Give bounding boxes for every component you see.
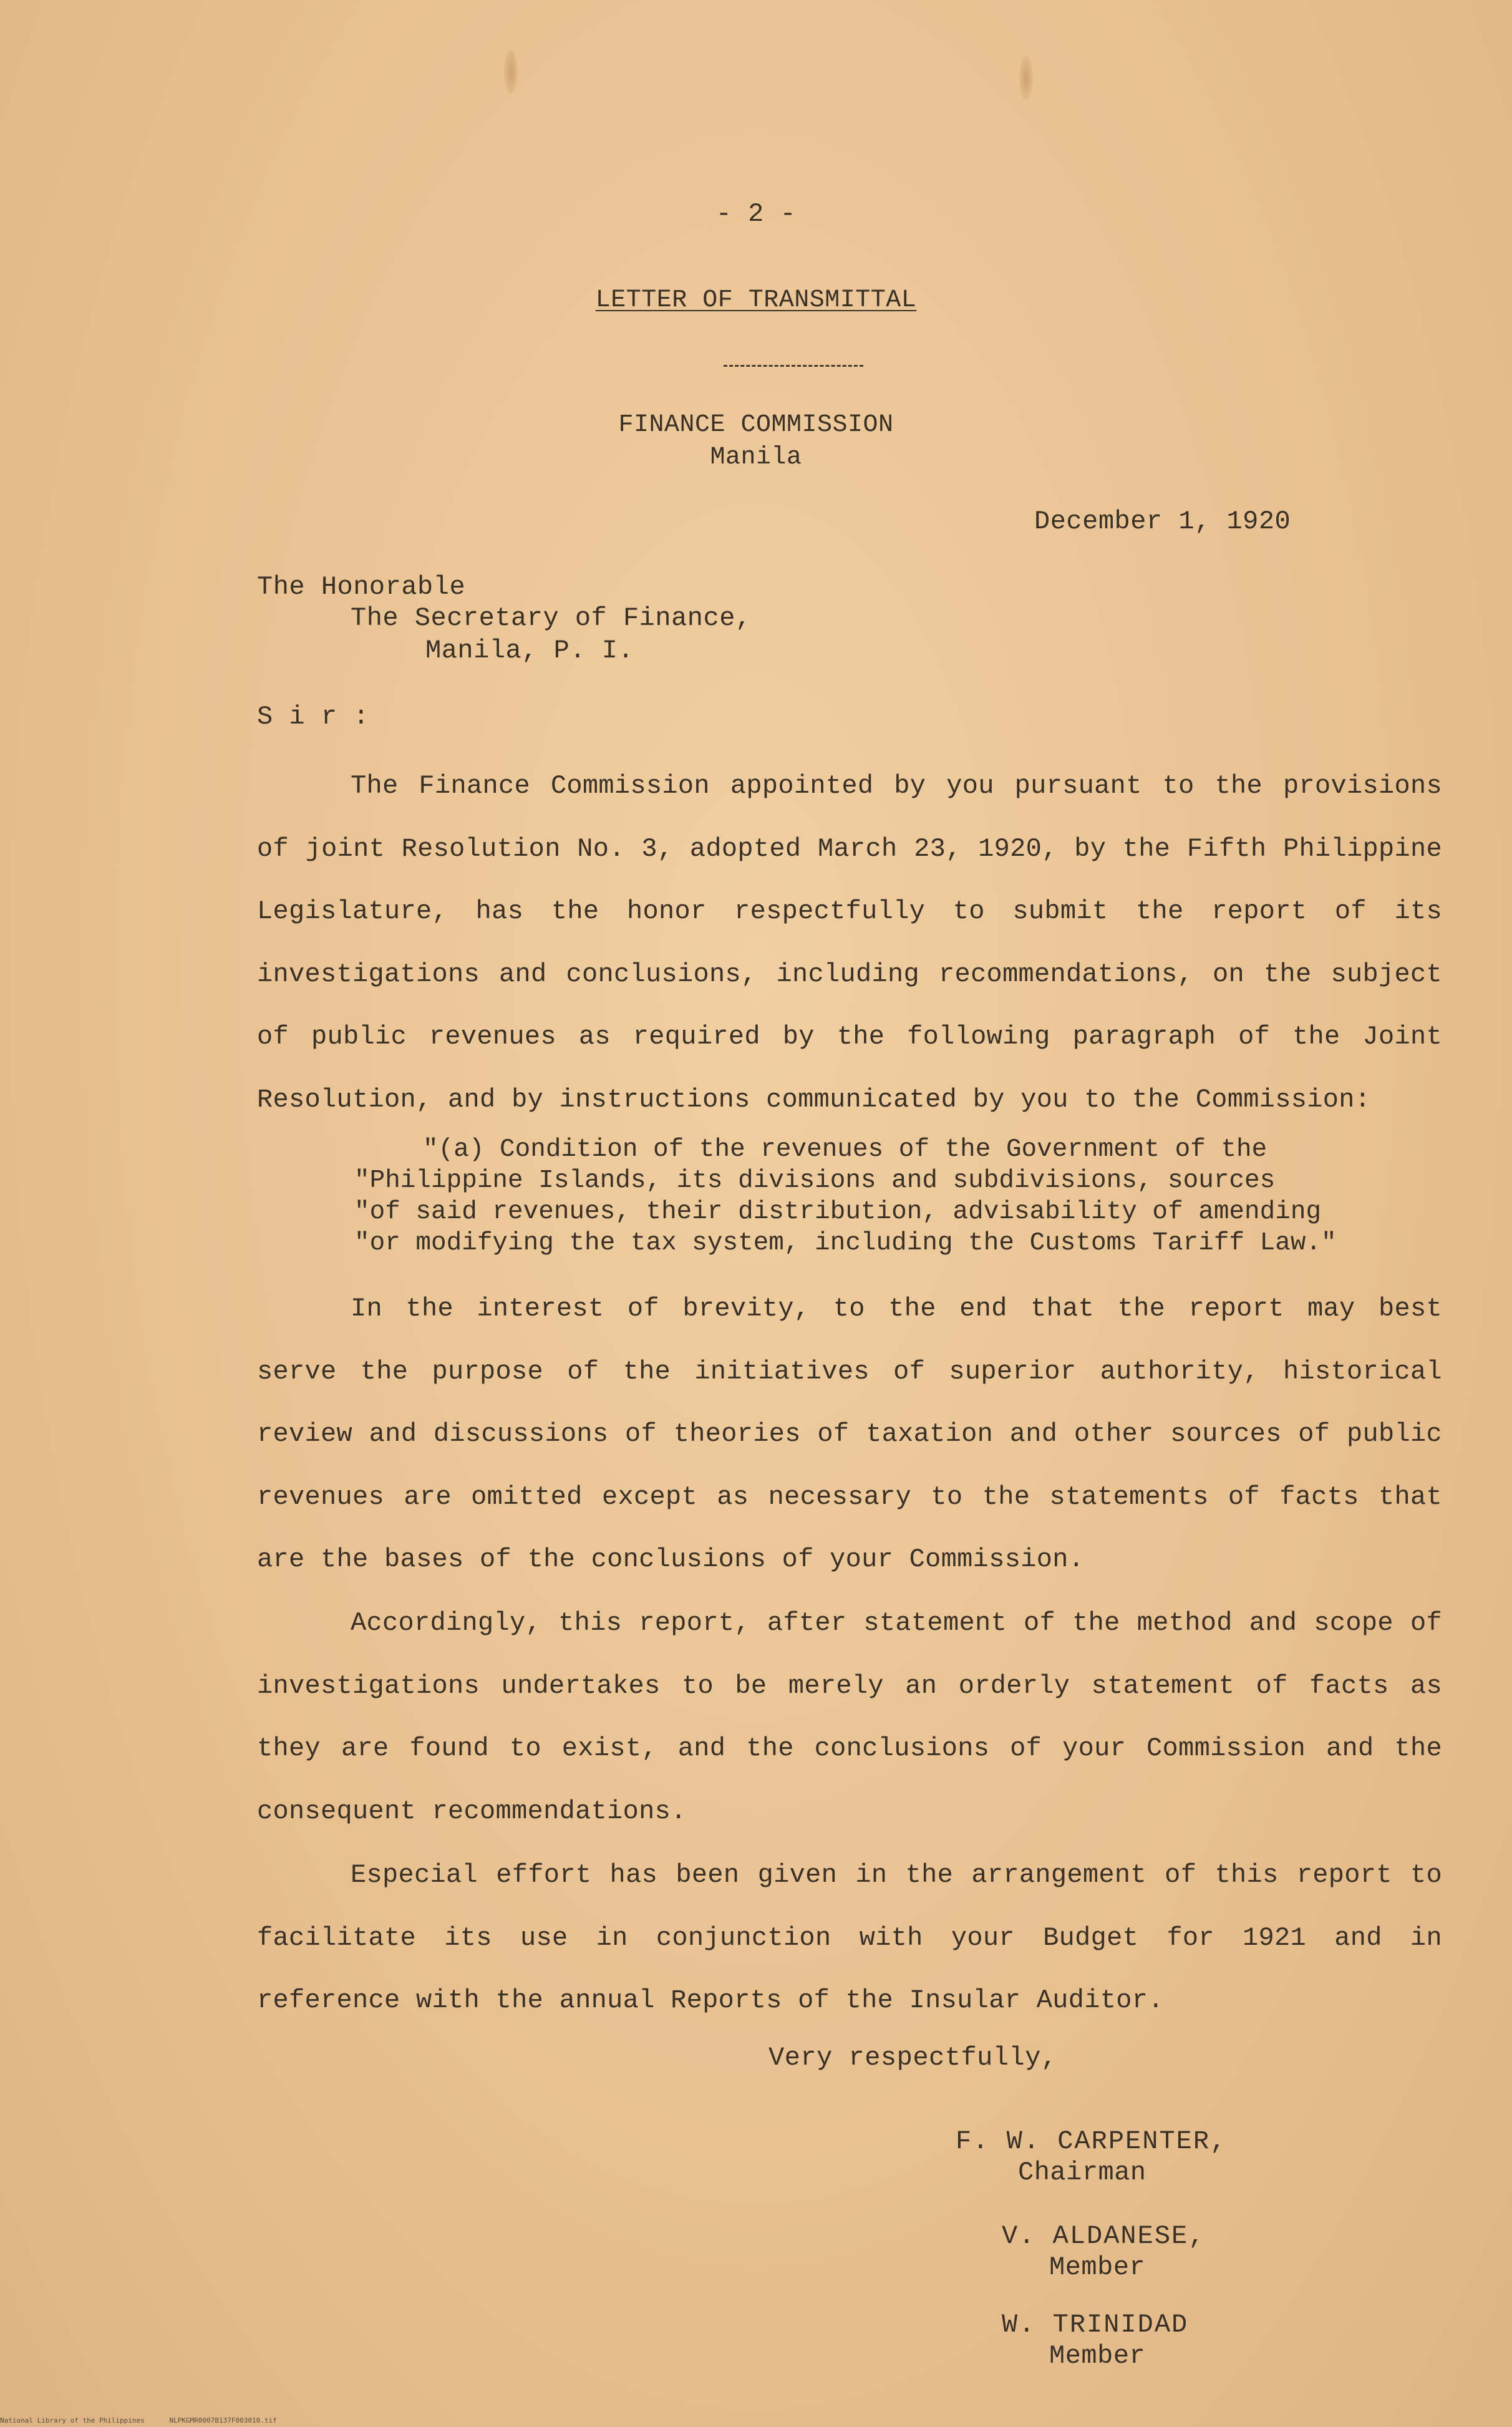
body-paragraph-2: In the interest of brevity, to the end that the report may best serve the purpose of the initiatives of superior authority, historical review and discussions of theories of taxation and other sources of public revenues are omitted except as necessary to the statements of facts that are the bases of the conclusions of your Commission. [257,1294,1442,1574]
body-paragraph-4: Especial effort has been given in the arrangement of this report to facilitate its use in conjunction with your Budget for 1921 and in reference with the annual Reports of the Insular Auditor. [257,1860,1442,2015]
letter-heading: LETTER OF TRANSMITTAL [595,286,917,314]
salutation: S i r : [257,702,369,732]
letter-date: December 1, 1920 [1034,506,1291,536]
signatory-role-member-2: Member [1049,2341,1146,2371]
organization-name: FINANCE COMMISSION [618,411,894,439]
signatory-name-member-1: V. ALDANESE, [1002,2221,1206,2251]
punch-hole-right [1019,56,1033,100]
organization-city: Manila [710,443,802,472]
addressee-line-1: The Honorable [257,572,466,602]
addressee-line-2: The Secretary of Finance, [351,603,752,633]
page-number: - 2 - [715,199,797,229]
punch-hole-left [504,50,518,94]
separator-rule [724,365,863,367]
body-paragraph-1: The Finance Commission appointed by you pursuant to the provisions of joint Resolution No. 3, adopted March 23, 1920, by the Fifth Philippine Legislature, has the honor respectfully to submit the report of its investigations and conclusions, including recommendations, on the subject of public revenues as required by the following paragraph of the Joint Resolution, and by instructions communicated by you to the Commission: [257,771,1442,1115]
closing-phrase: Very respectfully, [768,2043,1057,2073]
signatory-role-chairman: Chairman [1018,2158,1146,2187]
body-paragraph-3: Accordingly, this report, after statement of the method and scope of investigations undertakes to be merely an orderly statement of facts as they are found to exist, and the conclusions of your Commission and the consequent recommendations. [257,1608,1442,1826]
signatory-role-member-1: Member [1049,2252,1146,2282]
archive-footer: National Library of the Philippines NLPKGMR0007B137F003010.tif [0,2416,277,2425]
quoted-resolution: "(a) Condition of the revenues of the Government of the "Philippine Islands, its divisions and subdivisions, sources "of said revenues, their distribution, advisability of amending "or modifying the tax system, including the Customs Tariff Law." [354,1135,1337,1257]
signatory-name-member-2: W. TRINIDAD [1002,2310,1189,2340]
signatory-name-chairman: F. W. CARPENTER, [956,2126,1228,2156]
addressee-line-3: Manila, P. I. [425,636,634,666]
